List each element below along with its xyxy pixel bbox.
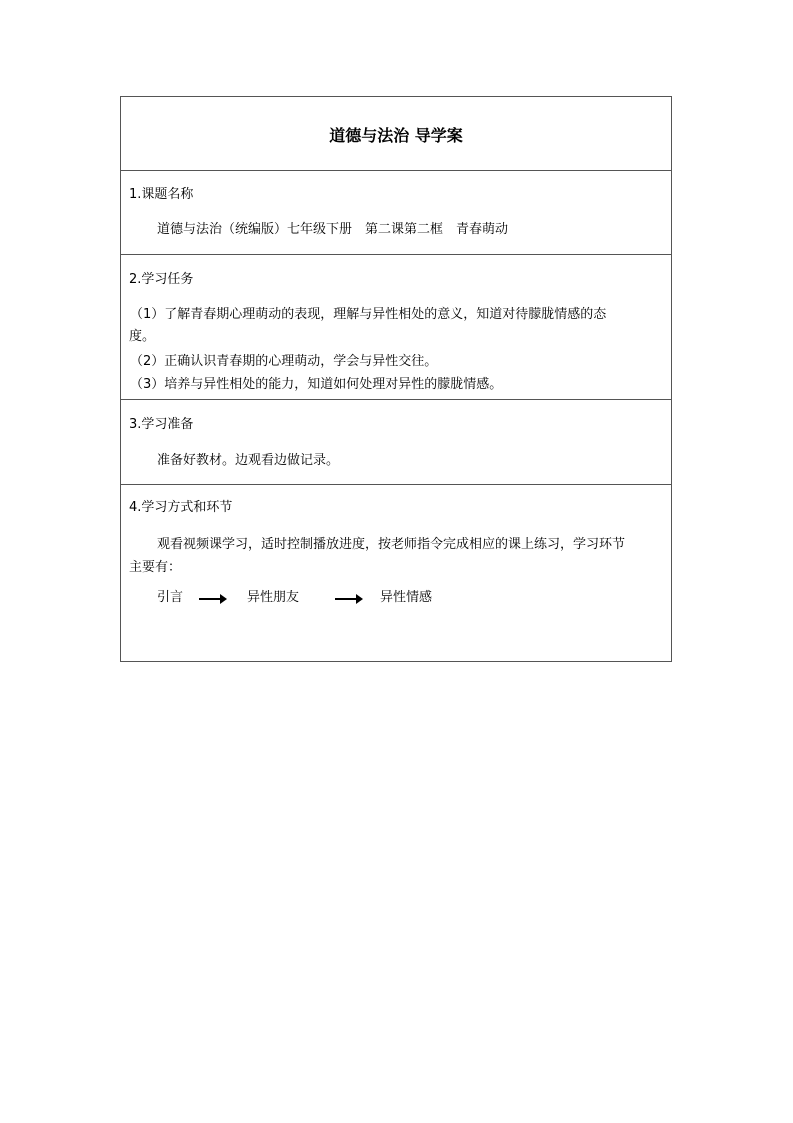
preparation-section: [121, 399, 671, 485]
method-heading: 4.学习方式和环节: [129, 500, 233, 515]
tasks-section: [121, 254, 671, 400]
method-line: 观看视频课学习，适时控制播放进度，按老师指令完成相应的课上练习，学习环节: [157, 537, 626, 552]
flow-step-emotions: 异性情感: [380, 590, 433, 605]
title-section: [121, 97, 671, 170]
flow-step-friends: 异性朋友: [247, 590, 300, 605]
method-section: [121, 484, 671, 664]
topic-heading: 1.课题名称: [129, 187, 194, 202]
study-guide-table: [120, 96, 672, 662]
task-item: 度。: [129, 329, 156, 344]
topic-content: 道德与法治（统编版）七年级下册 第二课第二框 青春萌动: [157, 222, 509, 237]
learning-flow: [121, 588, 671, 608]
page-title: 道德与法治 导学案: [329, 126, 463, 145]
method-line: 主要有：: [129, 560, 182, 575]
flow-step-intro: 引言: [157, 590, 184, 605]
tasks-heading: 2.学习任务: [129, 272, 194, 287]
flow-arrow-icon: [335, 598, 357, 600]
topic-section: [121, 170, 671, 255]
flow-arrow-icon: [199, 598, 221, 600]
preparation-content: 准备好教材。边观看边做记录。: [157, 453, 340, 468]
preparation-heading: 3.学习准备: [129, 417, 194, 432]
task-item: （3）培养与异性相处的能力，知道如何处理对异性的朦胧情感。: [130, 377, 503, 392]
task-item: （1）了解青春期心理萌动的表现，理解与异性相处的意义，知道对待朦胧情感的态: [130, 307, 607, 322]
task-item: （2）正确认识青春期的心理萌动，学会与异性交往。: [130, 354, 438, 369]
